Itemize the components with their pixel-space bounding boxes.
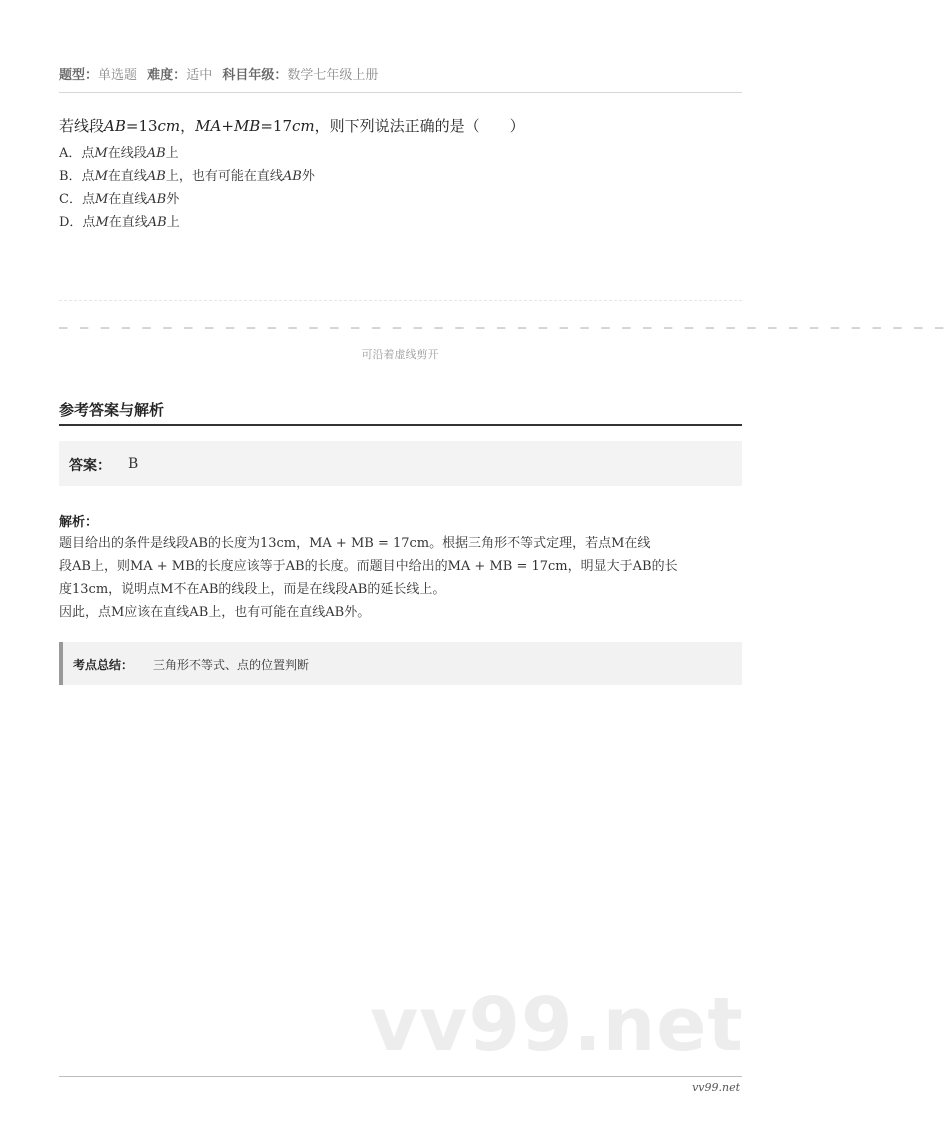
question-stem: 若线段AB=13cm，MA+MB=17cm，则下列说法正确的是（ ）: [59, 117, 525, 135]
type-value: 单选题: [98, 68, 138, 83]
footer-site: vv99.net: [692, 1081, 740, 1094]
analysis-text: [59, 532, 745, 624]
analysis-line: 题目给出的条件是线段AB的长度为13cm，MA + MB = 17cm。根据三角形不等式定理，若点M在线: [59, 536, 651, 551]
summary-value: 三角形不等式、点的位置判断: [153, 658, 310, 672]
analysis-label: 解析：: [59, 515, 99, 530]
option-c[interactable]: C．点M在直线AB外: [59, 192, 180, 207]
cut-dashed-line: — — — — — — — — — — — — — — — — — — — — — — — — — — — — — — — — — — — — — — — — — — —: [59, 320, 945, 336]
subject-label: 科目年级：: [222, 68, 288, 83]
top-divider: [59, 92, 742, 93]
watermark: vv99.net: [370, 982, 744, 1068]
option-d[interactable]: D．点M在直线AB上: [59, 215, 180, 230]
type-label: 题型：: [59, 68, 99, 83]
option-b[interactable]: B．点M在直线AB上，也有可能在直线AB外: [59, 169, 315, 184]
subject-value: 数学七年级上册: [287, 68, 379, 83]
answer-box: [59, 441, 742, 486]
difficulty-label: 难度：: [147, 68, 187, 83]
analysis-line: 因此，点M应该在直线AB上，也有可能在直线AB外。: [59, 605, 371, 620]
difficulty-value: 适中: [186, 68, 213, 83]
summary-box: [59, 642, 742, 685]
option-a[interactable]: A．点M在线段AB上: [59, 146, 179, 161]
light-dashed-divider: [59, 300, 742, 301]
cut-hint: 可沿着虚线剪开: [361, 348, 439, 361]
analysis-line: 段AB上，则MA + MB的长度应该等于AB的长度。而题目中给出的MA + MB = 17cm，明显大于AB的长: [59, 559, 678, 574]
options-list: [59, 142, 315, 234]
section-divider: [59, 424, 742, 426]
section-title: 参考答案与解析: [59, 401, 165, 419]
answer-label: 答案：: [69, 458, 111, 474]
analysis-line: 度13cm，说明点M不在AB的线段上，而是在线段AB的延长线上。: [59, 582, 446, 597]
footer-divider: [59, 1076, 742, 1077]
summary-label: 考点总结：: [73, 658, 134, 672]
answer-value: B: [128, 456, 139, 472]
question-meta: [59, 64, 384, 83]
